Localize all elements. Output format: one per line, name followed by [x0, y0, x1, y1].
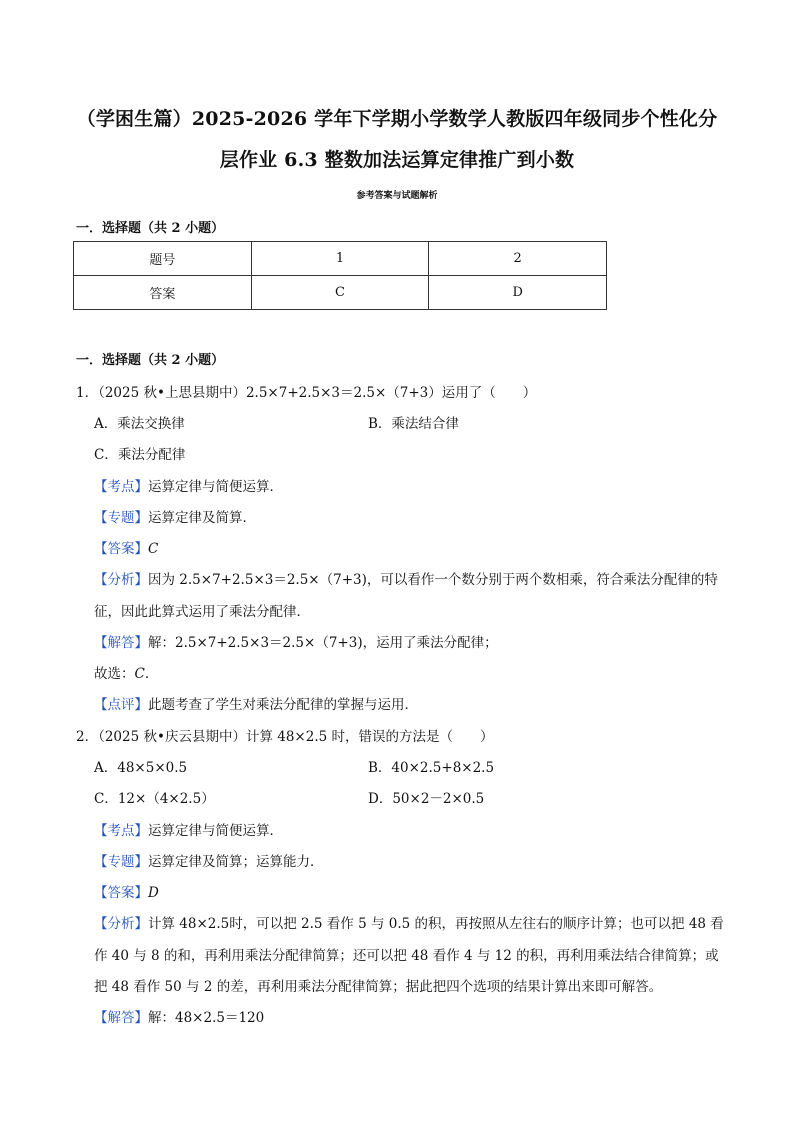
- question-1-option-b: B．乘法结合律: [368, 416, 459, 432]
- kaodian-text: 运算定律与简便运算．: [148, 823, 283, 839]
- label-dianping: 【点评】: [94, 697, 148, 713]
- table-cell: 2: [429, 242, 607, 276]
- fenxi-text: 计算 48×2.5时，可以把 2.5 看作 5 与 0.5 的积，再按照从左往右的顺序计算；也可以把 48 看: [148, 916, 724, 932]
- answer-text: C: [148, 541, 159, 557]
- question-1-answer: [94, 537, 158, 557]
- zhuanti-text: 运算定律及简算．: [148, 510, 256, 526]
- question-2-option-b: B．40×2.5+8×2.5: [368, 760, 495, 776]
- question-2-answer: [94, 881, 159, 901]
- label-daan: 【答案】: [94, 541, 148, 557]
- answer-section-heading: 一．选择题（共 2 小题）: [76, 221, 225, 236]
- zhuanti-text: 运算定律及简算；运算能力．: [148, 854, 324, 870]
- table-row: [74, 276, 607, 310]
- questions-section-heading: 一．选择题（共 2 小题）: [76, 353, 225, 368]
- label-daan: 【答案】: [94, 885, 148, 901]
- page-title-line-1: （学困生篇）2025-2026 学年下学期小学数学人教版四年级同步个性化分: [76, 108, 718, 130]
- label-kaodian: 【考点】: [94, 479, 148, 495]
- table-cell: D: [429, 276, 607, 310]
- question-2-fenxi-line-3: 把 48 看作 50 与 2 的差，再利用乘法分配律简算；据此把四个选项的结果计算出来即可解答。: [94, 979, 663, 995]
- question-1-guxuan: 故选：C．: [94, 666, 159, 682]
- dianping-text: 此题考查了学生对乘法分配律的掌握与运用．: [148, 697, 418, 713]
- label-fenxi: 【分析】: [94, 916, 148, 932]
- page-title-line-2: 层作业 6.3 整数加法运算定律推广到小数: [219, 149, 575, 171]
- question-2-stem: 2．（2025 秋•庆云县期中）计算 48×2.5 时，错误的方法是（ ）: [76, 729, 494, 745]
- answer-text: D: [148, 885, 159, 901]
- guxuan-text: 故选：: [94, 666, 135, 682]
- page-subtitle: 参考答案与试题解析: [356, 191, 438, 201]
- table-cell: 1: [251, 242, 429, 276]
- label-zhuanti: 【专题】: [94, 510, 148, 526]
- kaodian-text: 运算定律与简便运算．: [148, 479, 283, 495]
- label-zhuanti: 【专题】: [94, 854, 148, 870]
- question-1-option-c: C．乘法分配律: [94, 447, 186, 463]
- question-1-option-a: A．乘法交换律: [94, 416, 185, 432]
- jieda-text: 解：2.5×7+2.5×3＝2.5×（7+3)，运用了乘法分配律；: [148, 635, 498, 651]
- question-2-kaodian: [94, 819, 283, 839]
- question-2-zhuanti: [94, 850, 324, 870]
- question-2-fenxi-line-2: 作 40 与 8 的和，再利用乘法分配律简算；还可以把 48 看作 4 与 12 的积，再利用乘法结合律简算；或: [94, 948, 719, 964]
- fenxi-text: 因为 2.5×7+2.5×3＝2.5×（7+3)，可以看作一个数分别于两个数相乘，符合乘法分配律的特: [148, 572, 718, 588]
- question-1-dianping: [94, 693, 418, 713]
- question-2-option-a: A．48×5×0.5: [94, 760, 188, 776]
- table-cell: C: [251, 276, 429, 310]
- question-1-zhuanti: [94, 506, 256, 526]
- guxuan-answer: C: [134, 666, 145, 682]
- question-1-stem: 1．（2025 秋•上思县期中）2.5×7+2.5×3＝2.5×（7+3）运用了（ ）: [76, 385, 537, 401]
- question-1-fenxi-line-2: 征，因此此算式运用了乘法分配律．: [94, 604, 310, 620]
- table-row: [74, 242, 607, 276]
- jieda-text: 解：48×2.5＝120: [148, 1010, 265, 1026]
- question-1-fenxi-line-1: [94, 568, 718, 588]
- question-2-option-c: C．12×（4×2.5）: [94, 791, 215, 807]
- question-2-jieda: [94, 1006, 264, 1026]
- label-jieda: 【解答】: [94, 1010, 148, 1026]
- question-2-option-d: D．50×2－2×0.5: [368, 791, 485, 807]
- label-fenxi: 【分析】: [94, 572, 148, 588]
- answer-table: [73, 241, 607, 310]
- label-kaodian: 【考点】: [94, 823, 148, 839]
- question-1-kaodian: [94, 475, 283, 495]
- label-jieda: 【解答】: [94, 635, 148, 651]
- question-1-jieda: [94, 631, 498, 651]
- table-header-cell: 题号: [74, 242, 252, 276]
- question-2-fenxi-line-1: [94, 912, 724, 932]
- table-header-cell: 答案: [74, 276, 252, 310]
